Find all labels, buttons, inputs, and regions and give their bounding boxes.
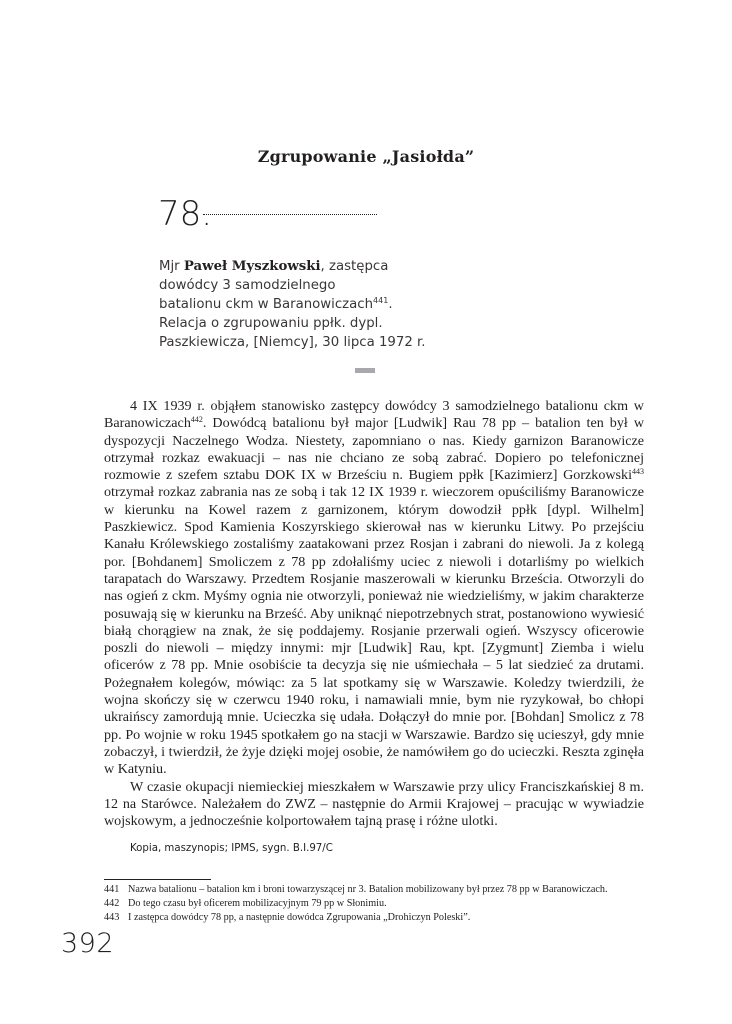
document-body xyxy=(104,398,644,830)
author-name: Paweł Myszkowski xyxy=(183,259,321,274)
separator-bar xyxy=(355,368,375,373)
source-note: Kopia, maszynopis; IPMS, sygn. B.I.97/C xyxy=(130,843,333,854)
footnote-ref-441: 441 xyxy=(373,296,389,305)
section-title: Zgrupowanie „Jasiołda” xyxy=(257,147,475,166)
footnote-text: I zastępca dowódcy 78 pp, a następnie dowódca Zgrupowania „Drohiczyn Poleski”. xyxy=(128,912,471,924)
footnote-text: Nazwa batalionu – batalion km i broni towarzyszącej nr 3. Batalion mobilizowany był przez 78 pp w Baranowiczach. xyxy=(128,884,608,895)
footnote-text: Do tego czasu był oficerem mobilizacyjnym 79 pp w Słonimiu. xyxy=(128,898,387,910)
footnote-number: 441 xyxy=(104,884,120,895)
header-line3-end: . xyxy=(388,297,393,312)
header-line2: dowódcy 3 samodzielnego xyxy=(159,278,336,293)
footnote-number: 443 xyxy=(104,912,120,924)
paragraph-1 xyxy=(104,398,644,779)
document-header xyxy=(159,257,459,352)
header-line5: Paszkiewicza, [Niemcy], 30 lipca 1972 r. xyxy=(159,335,426,350)
paragraph-1-part-c: otrzymał rozkaz zabrania nas ze sobą i tak 12 IX 1939 r. wieczorem opuściliśmy Baranowicze w kierunku na Kowel razem z garnizonem, którym dowodził ppłk [dypl. Wilhelm] Paszkiewicz. Spod Kamienia Koszyrskiego skierował nas w kierunku Litwy. Po przejściu Kanału Królewskiego zostaliśmy zaatakowani przez Rosjan i zabrani do niewoli. Ja z kolegą por. [Bohdanem] Smoliczem z 78 pp zdołaliśmy uciec z niewoli i dotarliśmy po wielkich tarapatach do Warszawy. Przedtem Rosjanie maszerowali w kierunku Brześcia. Otworzyli do nas ogień z ckm. Myśmy ognia nie otworzyli, ponieważ nie wiedzieliśmy, w jakim charakterze posuwają się w kierunku na Brześć. Aby uniknąć niepotrzebnych strat, postanowiono wywiesić białą chorągiew na znak, że się poddajemy. Rosjanie przerwali ogień. Wszyscy oficerowie poszli do niewoli – między innymi: mjr [Ludwik] Rau, kpt. [Zygmunt] Ziemba i wielu oficerów z 78 pp. Mnie osobiście ta decyzja się nie uśmiechała – 5 lat siedzieć za drutami. Pożegnałem kolegów, mówiąc: za 5 lat spotkamy się w Warszawie. Koledzy twierdzili, że wojna skończy się w czerwcu 1940 roku, i namawiali mnie, bym nie ryzykował, bo chłopi ukraińscy zamordują mnie. Ucieczka się udała. Dołączył do mnie por. [Bohdan] Smolicz z 78 pp. Po wojnie w roku 1945 spotkałem go na stacji w Warszawie. Bardzo się ucieszył, gdy mnie zobaczył, i twierdził, że żyje dzięki mojej osobie, że namówiłem go do ucieczki. Reszta zginęła w Katyniu. xyxy=(104,484,644,778)
paragraph-1-part-a: 4 IX 1939 r. objąłem stanowisko zastępcy dowódcy 3 samodzielnego batalionu ckm w Baranowiczach xyxy=(104,398,644,432)
footnotes xyxy=(104,883,664,926)
footnote-rule xyxy=(104,879,211,880)
footnote xyxy=(104,883,664,897)
header-line1-rest: , zastępca xyxy=(320,259,389,274)
paragraph-1-part-b: . Dowódcą batalionu był major [Ludwik] Rau 78 pp – batalion ten był w dyspozycji Naczelnego Wodza. Niestety, zapomniano o nas. Kiedy garnizon Baranowicze otrzymał rozkaz ewakuacji – nas nie chciano ze sobą zabrać. Dopiero po telefonicznej rozmowie z szefem sztabu DOK IX w Brześciu n. Bugiem ppłk [Kazimierz] Gorzkowski xyxy=(104,415,644,484)
header-prefix: Mjr xyxy=(159,259,184,274)
header-line3: batalionu ckm w Baranowiczach xyxy=(159,297,374,312)
dotted-leader xyxy=(203,214,377,215)
footnote-ref-443: 443 xyxy=(632,467,644,477)
document-number: 78. xyxy=(158,194,213,234)
footnote xyxy=(104,911,664,925)
paragraph-2: W czasie okupacji niemieckiej mieszkałem w Warszawie przy ulicy Franciszkańskiej 8 m. 12 na Starówce. Należałem do ZWZ – następnie do Armii Krajowej – pracując w wywiadzie wojskowym, a jednocześnie kolportowałem tajną prasę i różne ulotki. xyxy=(104,778,644,830)
footnote xyxy=(104,897,664,911)
footnote-number: 442 xyxy=(104,898,120,910)
header-line4: Relacja o zgrupowaniu ppłk. dypl. xyxy=(159,316,383,331)
page-number: 392 xyxy=(61,928,115,959)
footnote-ref-442: 442 xyxy=(190,415,203,425)
